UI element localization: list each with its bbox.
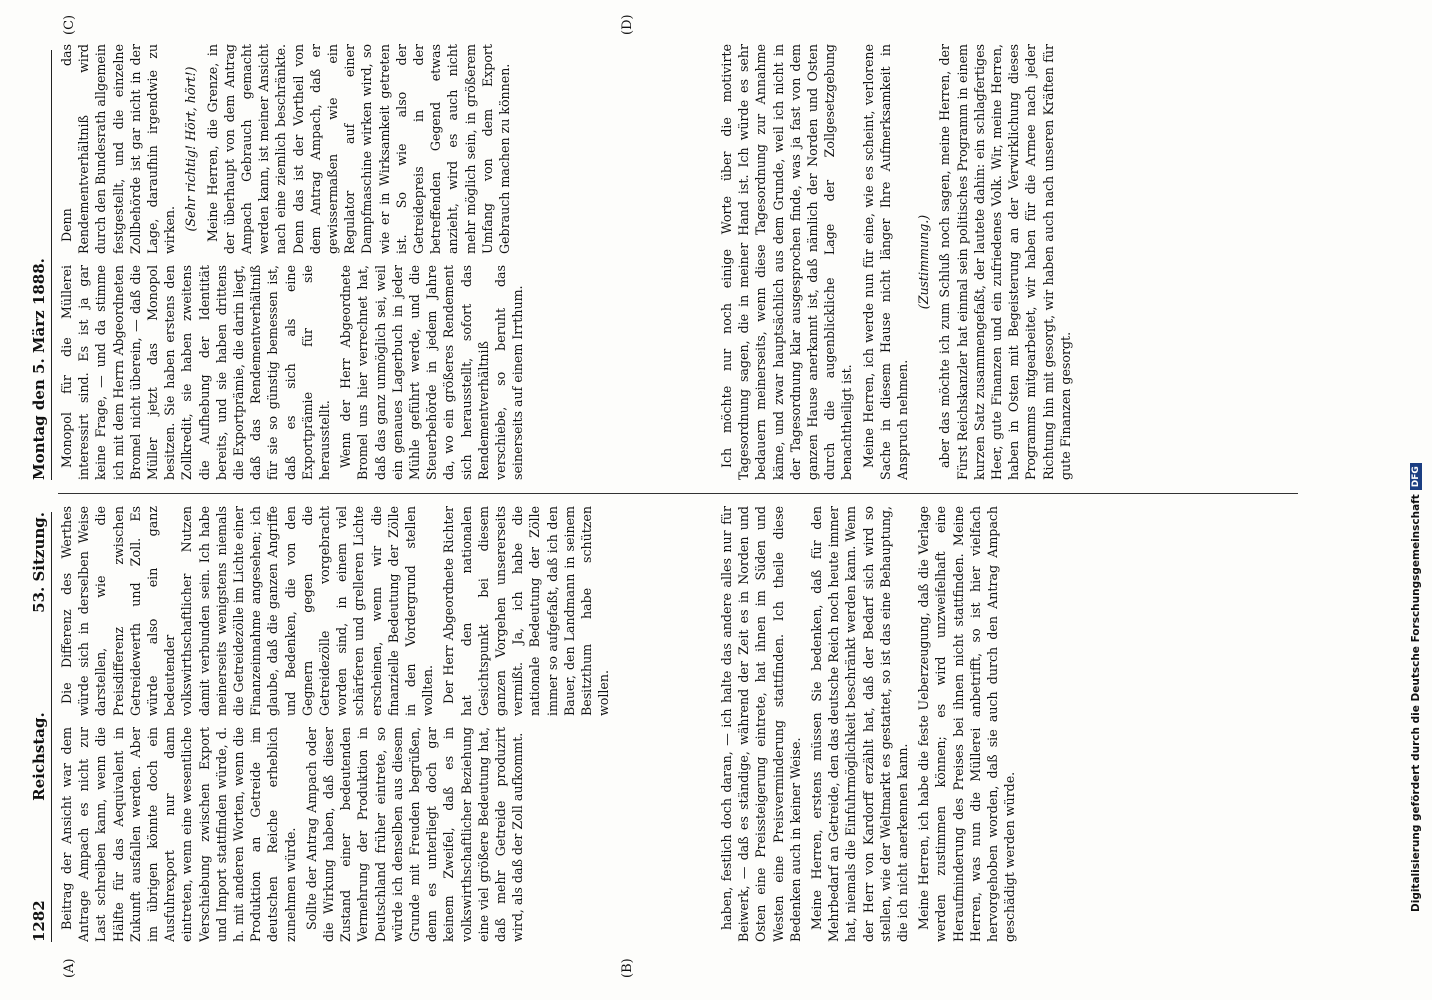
interjection: (Sehr richtig! Hört, hört!)	[183, 66, 199, 232]
paragraph: Wenn der Herr Abgeordnete Bromel uns hier verrechnet hat, daß das ganz unmöglich sei, weil ein genaues Lagerbuch in jeder Mühle geführt werde, und die Steuerbehörde in jedem Jahre da, wo ein größeres Rendement sich herausstellt, sofort das Rendementverhältniß verschiebe, so beruht das seinerseits auf einem Irrthum.	[338, 265, 526, 480]
text-column-4	[58, 44, 708, 254]
paragraph: Meine Herren, die Grenze, in der überhaupt von dem Antrag Ampach Gebrauch gemacht werden kann, ist meiner Ansicht nach eine ziemlich beschränkte. Denn das ist der Vortheil von dem Antrag Ampach, daß er gewissermaßen wie ein Regulator auf einer Dampfmaschine wirken wird, so wie er in Wirksamkeit getreten ist. So wie also der Getreidepreis in der betreffenden Gegend etwas anzieht, wird es auch nicht mehr möglich sein, in größerem Umfang von dem Export Gebrauch machen zu können.	[204, 44, 513, 254]
paragraph: aber das möchte ich zum Schluß noch sagen, meine Herren, der Fürst Reichskanzler hat einmal sein politisches Programm in einem kurzen Satz zusammengefaßt, der lautete dahin: ein schlagfertiges Heer, gute Finanzen und ein zufriedenes Volk. Wir, meine Herren, haben in Osten mit Begeisterung an der Verwirklichung dieses Programms mitgearbeitet, wir haben für die Armee nach jeder Richtung hin mit gesorgt, wir haben auch nach unseren Kräften für gute Finanzen gesorgt.	[937, 44, 1073, 480]
text-column-1	[58, 727, 708, 942]
header-title: Reichstag.	[30, 712, 48, 801]
column-divider	[58, 493, 1298, 494]
paragraph: Der Herr Abgeordnete Richter hat den nationalen Gesichtspunkt bei diesem ganzen Vorgehen unsererseits vermißt. Ja, ich habe die nationale Bedeutung der Zölle immer so aufgefaßt, daß ich den Bauer, den Landmann in seinem Besitzthum habe schützen wollen.	[441, 506, 612, 716]
paragraph: Ich möchte nur noch einige Worte über die motivirte Tagesordnung sagen, die in meiner Hand ist. Ich würde es sehr bedauern meinerseits, wenn diese Tagesordnung zur Annahme käme, und zwar hauptsächlich aus dem Grunde, weil ich nicht in der Tagesordnung klar ausgesprochen finde, was ja fast von dem ganzen Hause anerkannt ist, daß nämlich der Norden und Osten durch die augenblickliche Lage der Zollgesetzgebung benachtheiligt ist.	[719, 44, 855, 480]
credit-line	[1402, 0, 1430, 1000]
paragraph: Monopol für die Müllerei interessirt sind. Es ist ja gar keine Frage, — und da stimme ich mit dem Herrn Abgeordneten Bromel nicht überein, — daß die Müller jetzt das Monopol besitzen. Sie haben erstens den Zollkredit, sie haben zweitens die Aufhebung der Identität bereits, und sie haben drittens die Exportprämie, die darin liegt, daß das Rendementverhältniß für sie so günstig bemessen ist, daß es sich als eine Exportprämie für sie herausstellt.	[59, 265, 333, 480]
text-column-5	[718, 506, 1298, 942]
header-left	[22, 512, 52, 942]
paragraph: Beitrag der Ansicht war dem Antrage Ampach es nicht zur Last schreiben kann, wenn die Hälfte für das Aequivalent in Zukunft ausfallen werden. Aber im übrigen könnte doch ein Ausfuhrexport nur dann eintreten, wenn eine wesentliche Verschiebung zwischen Export und Import stattfinden würde, d. h. mit anderen Worten, wenn die Produktion an Getreide im deutschen Reiche erheblich zunehmen würde.	[59, 727, 298, 942]
text-column-3	[58, 265, 708, 480]
interjection: (Zustimmung.)	[916, 214, 932, 310]
paragraph: Meine Herren, ich habe die feste Ueberzeugung, daß die Verlage werden zustimmen können; es wird unzweifelhaft eine Heraufminderung des Preises bei ihnen nicht stattfinden. Meine Herren, was nun die Müllerei anbetrifft, so ist hier vielfach hervorgehoben worden, daß sie auch durch den Antrag Ampach geschädigt werden würde.	[916, 506, 1018, 942]
page-number: 1282	[30, 900, 48, 942]
margin-mark-a: (A)	[62, 958, 77, 978]
dfg-logo: DFG	[1410, 463, 1422, 490]
digitization-credit	[1402, 0, 1430, 1000]
header-session: 53. Sitzung.	[30, 512, 48, 613]
margin-mark-b: (B)	[620, 958, 635, 978]
paragraph: haben, festlich doch daran, — ich halte das andere alles nur für Beiwerk, — daß es ständige, während der Zeit es in Norden und Osten eine Preissteigerung eintrete, hat ihnen im Süden und Westen eine Preisverminderung stattfinden. Ich theile diese Bedenken auch in keiner Weise.	[719, 506, 803, 942]
text-column-6	[718, 44, 1298, 480]
header-right	[22, 50, 52, 480]
header-date: Montag den 5. März 1888.	[30, 258, 48, 480]
margin-mark-c: (C)	[62, 14, 77, 35]
credit-text: Digitalisierung gefördert durch die Deutsche Forschungsgemeinschaft	[1410, 494, 1422, 912]
margin-mark-d: (D)	[620, 14, 635, 35]
paragraph: Denn das Rendementverhältniß wird durch den Bundesrath allgemein festgestellt, und die einzelne Zollbehörde ist gar nicht in der Lage, daraufhin irgendwie zu wirken.	[59, 44, 178, 254]
text-column-2	[58, 506, 708, 716]
paragraph: Meine Herren, ich werde nun für eine, wie es scheint, verlorene Sache in diesem Hause nicht länger Ihre Aufmerksamkeit in Anspruch nehmen.	[860, 44, 911, 480]
paragraph: Sollte der Antrag Ampach oder die Wirkung haben, daß dieser Zustand einer bedeutenden Vermehrung der Produktion in Deutschland früher eintrete, so würde ich denselben aus diesem Grunde mit Freuden begrüßen, denn es unterliegt doch gar keinem Zweifel, daß es in volkswirthschaftlicher Beziehung eine viel größere Bedeutung hat, daß mehr Getreide produzirt wird, als daß der Zoll aufkommt.	[303, 727, 526, 942]
paragraph: Die Differenz des Werthes würde sich in derselben Weise darstellen, wie die Preisdifferenz zwischen Getreidewerth und Zoll. Es würde also ein ganz bedeutender volkswirthschaftlicher Nutzen damit verbunden sein. Ich habe meinerseits wenigstens niemals die Getreidezölle im Lichte einer Finanzeinnahme angesehen; ich glaube, daß die ganzen Angriffe und Bedenken, die von den Gegnern gegen die Getreidezölle vorgebracht worden sind, in einem viel schärferen und grelleren Lichte erscheinen, wenn wir die finanzielle Bedeutung der Zölle in den Vordergrund stellen wollten.	[59, 506, 436, 716]
paragraph: Meine Herren, erstens müssen Sie bedenken, daß für den Mehrbedarf an Getreide, den das deutsche Reich noch heute immer hat, niemals die Einfuhrmöglichkeit beschränkt werden kann. Wenn der Herr von Kardorff erzählt hat, daß der Bedarf sich wird so stellen, wie der Weltmarkt es gestattet, so ist das eine Behauptung, die ich nicht anerkennen kann.	[809, 506, 911, 942]
